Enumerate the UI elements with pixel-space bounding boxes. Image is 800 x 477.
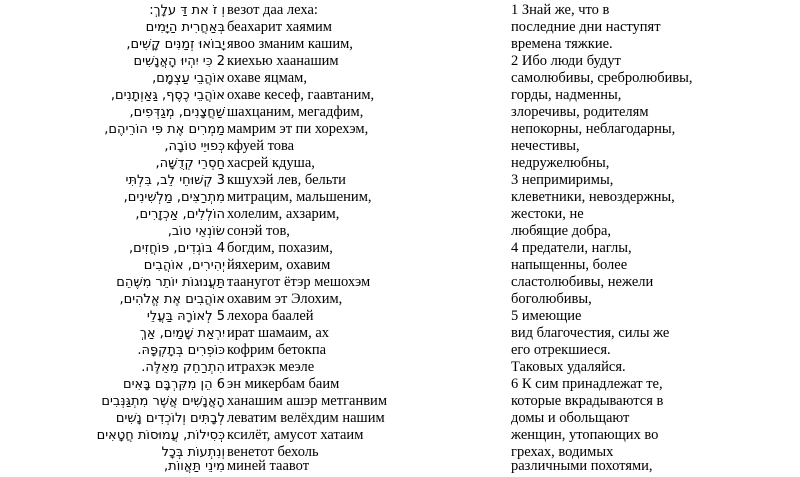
russian-text: любящие добра, xyxy=(511,223,612,239)
russian-text: боголюбивы, xyxy=(511,291,592,307)
russian-text: злоречивы, родителям xyxy=(511,104,649,120)
russian-text: домы и обольщают xyxy=(511,410,630,426)
hebrew-text: שַׁחֲצָנִים, מְגַדְּפִים, xyxy=(129,105,225,120)
russian-text: 5 имеющие xyxy=(511,308,582,324)
transliteration-text: кфуей това xyxy=(227,138,295,154)
russian-text: нечестивы, xyxy=(511,138,580,154)
hebrew-text: וְ זֹ את דַּ עלָךְ: xyxy=(149,3,225,18)
transliteration-text: холелим, ахзарим, xyxy=(227,206,340,222)
hebrew-text: 3 קְשׁוּחֵי לֵב, בִּלְתִּי xyxy=(125,173,225,188)
russian-text: недружелюбны, xyxy=(511,155,610,171)
hebrew-text: 2 כִּי יִהְיוּ הָאֲנָשִׁים xyxy=(133,54,225,69)
hebrew-text: הוֹלְלִים, אַכְזָרִים, xyxy=(135,207,225,222)
hebrew-text: 5 לְאוֹרָהּ בַּעֲלֵי xyxy=(146,309,225,324)
russian-text: самолюбивы, сребролюбивы, xyxy=(511,70,693,86)
hebrew-text: אוֹהֲבִים אֶת אֱלֹהִים, xyxy=(119,292,225,307)
russian-text: его отрекшиеся. xyxy=(511,342,611,358)
hebrew-text: אוֹהֲבֵי כֶסֶף, גַּאַוְתָנִים, xyxy=(110,88,225,103)
transliteration-text: везот даа леха: xyxy=(227,2,318,18)
transliteration-text: лехора баалей xyxy=(227,308,314,324)
hebrew-text: חַסְרֵי קְדֻשָּׁה, xyxy=(155,156,225,171)
hebrew-text: יְהִירִים, אוֹהֲבִים xyxy=(143,258,225,273)
transliteration-text: хасрей кдуша, xyxy=(227,155,315,171)
hebrew-text: יָבוֹאוּ זְמַנִּים קָשִׁים, xyxy=(126,37,225,52)
transliteration-text: митрацим, мальшеним, xyxy=(227,189,372,205)
russian-text: вид благочестия, силы же xyxy=(511,325,670,341)
transliteration-text: итрахэк меэле xyxy=(227,359,315,375)
transliteration-text: киехью хаанашим xyxy=(227,53,339,69)
transliteration-text: кофрим бетокпа xyxy=(227,342,327,358)
hebrew-text: וְנִתְעוֹת בְּכָל xyxy=(161,445,225,460)
transliteration-text: явоо зманим кашим, xyxy=(227,36,353,52)
transliteration-text: ксилёт, амусот хатаим xyxy=(227,427,364,443)
hebrew-text: כּוֹפְרִים בְּתָקְפָּהּ. xyxy=(137,343,225,358)
russian-text: 1 Знай же, что в xyxy=(511,2,610,18)
transliteration-text: охаве кесеф, гаавтаним, xyxy=(227,87,375,103)
hebrew-text: 6 הֵן מִקִּרְבָּם בָּאִים xyxy=(123,377,225,392)
russian-text: 6 К сим принадлежат те, xyxy=(511,376,663,392)
verse-row xyxy=(0,456,800,477)
hebrew-text: לְבָתִּים וְלוֹכְדִים נָשִׁים xyxy=(115,411,225,426)
hebrew-text: כְּסִילוֹת, עֲמוּסוֹת חֲטָאִים xyxy=(96,428,225,443)
hebrew-text: יִרְאַת שָׁמַיִם, אַךְ xyxy=(139,326,225,341)
transliteration-text: йяхерим, охавим xyxy=(227,257,331,273)
hebrew-text: מִינֵי תַּאֲווֹת, xyxy=(164,459,225,474)
hebrew-text: אוֹהֲבֵי עַצְמָם, xyxy=(152,71,225,86)
russian-text: грехах, водимых xyxy=(511,444,614,460)
russian-text: которые вкрадываются в xyxy=(511,393,664,409)
hebrew-text: בְּאַחֲרִית הַיָּמִים xyxy=(145,20,225,35)
russian-text: горды, надменны, xyxy=(511,87,622,103)
russian-text: 4 предатели, наглы, xyxy=(511,240,632,256)
transliteration-text: венетот бехоль xyxy=(227,444,319,460)
transliteration-text: охаве яцмам, xyxy=(227,70,307,86)
transliteration-text: сонэй тов, xyxy=(227,223,290,239)
hebrew-text: כְּפוּיֵי טוֹבָה, xyxy=(164,139,225,154)
russian-text: женщин, утопающих во xyxy=(511,427,659,443)
russian-text: напыщенны, более xyxy=(511,257,628,273)
transliteration-text: охавим эт Элохим, xyxy=(227,291,343,307)
transliteration-text: ират шамаим, ах xyxy=(227,325,330,341)
transliteration-text: эн микербам баим xyxy=(227,376,340,392)
hebrew-text: מִתְרַצִּים, מַלְשִׁינִים, xyxy=(123,190,225,205)
russian-text: сластолюбивы, нежели xyxy=(511,274,654,290)
hebrew-text: מַמְרִים אֶת פִּי הוֹרֵיהֶם, xyxy=(104,122,225,137)
russian-text: жестоки, не xyxy=(511,206,584,222)
russian-text: времена тяжкие. xyxy=(511,36,613,52)
transliteration-text: миней таавот xyxy=(227,458,310,474)
russian-text: непокорны, неблагодарны, xyxy=(511,121,676,137)
hebrew-text: תַּעֲנוּגוֹת יוֹתֵר מִשֶּׁהֵם xyxy=(116,275,225,290)
hebrew-text: 4 בּוֹגְדִים, פּוֹחֲזִים, xyxy=(128,241,225,256)
transliteration-text: таанугот ётэр мешохэм xyxy=(227,274,371,290)
transliteration-text: мамрим эт пи хорехэм, xyxy=(227,121,369,137)
russian-text: 3 непримиримы, xyxy=(511,172,614,188)
russian-text: Таковых удаляйся. xyxy=(511,359,626,375)
transliteration-text: леватим велёхдим нашим xyxy=(227,410,385,426)
russian-text: различными похотями, xyxy=(511,458,653,474)
hebrew-text: הָאֲנָשִׁים אֲשֶׁר מִתְגַּנְּבִים xyxy=(101,394,225,409)
hebrew-text: הִתְרַחֵק מֵאֵלֶּה. xyxy=(141,360,225,375)
russian-text: последние дни наступят xyxy=(511,19,661,35)
transliteration-text: кшухэй лев, бельти xyxy=(227,172,346,188)
russian-text: 2 Ибо люди будут xyxy=(511,53,621,69)
hebrew-text: שׂוֹנְאֵי טוֹב, xyxy=(167,224,225,239)
transliteration-text: беахарит хаямим xyxy=(227,19,332,35)
transliteration-text: богдим, похазим, xyxy=(227,240,333,256)
transliteration-text: ханашим ашэр метганвим xyxy=(227,393,387,409)
russian-text: клеветники, невоздержны, xyxy=(511,189,675,205)
transliteration-text: шахцаним, мегадфим, xyxy=(227,104,364,120)
